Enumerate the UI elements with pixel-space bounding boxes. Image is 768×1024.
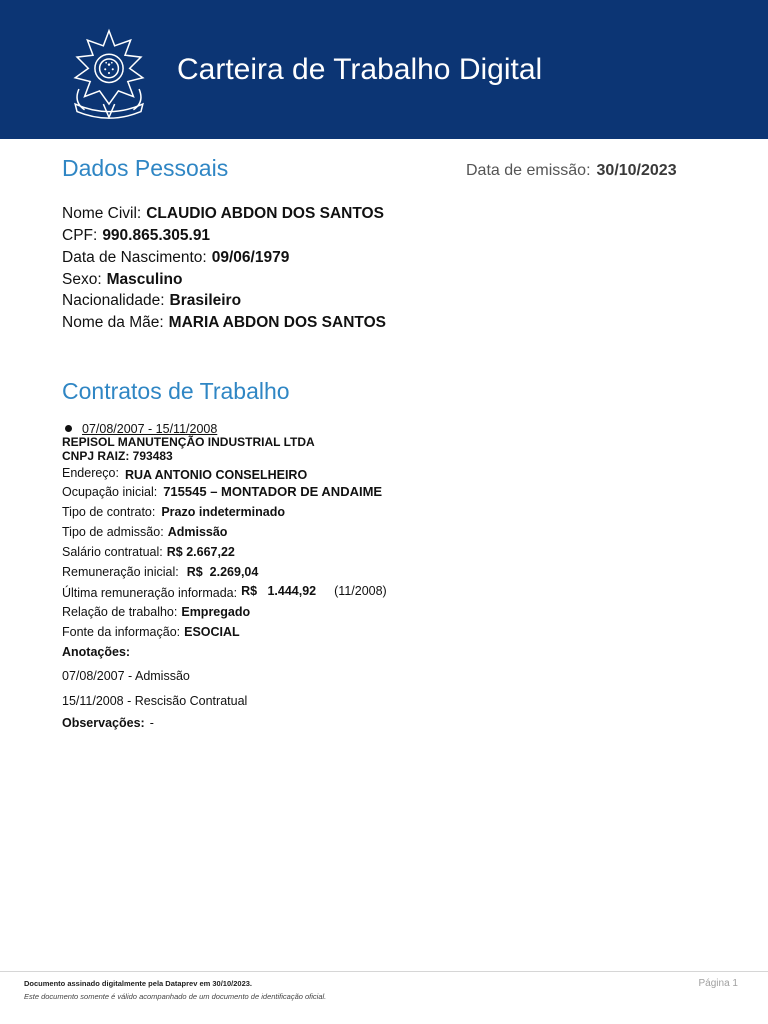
field-label: Última remuneração informada: [62, 586, 238, 600]
emission-label: Data de emissão: [466, 162, 591, 179]
field-label: Nacionalidade: [62, 292, 165, 309]
field-value: MARIA ABDON DOS SANTOS [168, 314, 386, 331]
header-banner [0, 0, 768, 139]
field-value: Empregado [181, 605, 251, 619]
page-title: Carteira de Trabalho Digital [177, 53, 543, 86]
field-label: Observações: [62, 716, 145, 730]
field-sex [62, 269, 182, 291]
field-value: ESOCIAL [184, 625, 240, 639]
field-mother-name [62, 312, 386, 334]
field-label: Nome da Mãe: [62, 314, 164, 331]
contract-period: 07/08/2007 - 15/11/2008 [82, 422, 218, 436]
field-value: CLAUDIO ABDON DOS SANTOS [146, 205, 384, 222]
field-label: Relação de trabalho: [62, 605, 178, 619]
contracts-heading: Contratos de Trabalho [62, 378, 290, 404]
field-cpf [62, 225, 210, 247]
field-value: Masculino [106, 271, 183, 288]
field-label: Salário contratual: [62, 545, 163, 559]
contract-address [62, 464, 307, 482]
info-source [62, 623, 240, 641]
footer-divider [0, 971, 768, 972]
field-birth-date [62, 247, 289, 269]
field-label: Nome Civil: [62, 205, 142, 222]
last-pay [62, 584, 387, 602]
emission-value: 30/10/2023 [596, 162, 677, 179]
field-value: R$ 2.667,22 [166, 545, 235, 559]
contract-salary [62, 543, 235, 561]
company-cnpj: CNPJ RAIZ: 793483 [62, 449, 173, 463]
field-value: 990.865.305.91 [102, 227, 211, 244]
field-value: R$ 2.269,04 [186, 565, 259, 579]
bullet-icon [65, 425, 72, 432]
field-nationality [62, 290, 241, 312]
field-value: Prazo indeterminado [161, 505, 285, 519]
coat-of-arms-icon [62, 27, 156, 121]
footer-signature-note: Documento assinado digitalmente pela Dataprev em 30/10/2023. [24, 979, 253, 988]
company-name: REPISOL MANUTENÇÃO INDUSTRIAL LTDA [62, 435, 315, 449]
personal-data-heading: Dados Pessoais [62, 155, 229, 181]
observations [62, 714, 154, 732]
field-value: RUA ANTONIO CONSELHEIRO [124, 468, 308, 482]
footer-validity-note: Este documento somente é válido acompanhado de um documento de identificação oficial. [24, 992, 327, 1001]
contract-occupation [62, 483, 382, 501]
field-civil-name [62, 203, 384, 225]
field-label: Data de Nascimento: [62, 249, 207, 266]
initial-pay [62, 563, 258, 581]
field-label: Fonte da informação: [62, 625, 181, 639]
field-value: 715545 – MONTADOR DE ANDAIME [163, 484, 383, 499]
field-value: R$ 1.444,92 [241, 584, 317, 598]
field-label: CPF: [62, 227, 98, 244]
field-label: Tipo de contrato: [62, 505, 156, 519]
page-number: Página 1 [698, 978, 738, 989]
annotation-item: 15/11/2008 - Rescisão Contratual [62, 694, 248, 708]
work-relation [62, 603, 250, 621]
emission-date [466, 162, 677, 180]
field-value: - [149, 716, 154, 730]
field-label: Remuneração inicial: [62, 565, 179, 579]
last-pay-period: (11/2008) [334, 584, 387, 598]
admission-type [62, 523, 227, 541]
field-value: 09/06/1979 [211, 249, 290, 266]
field-label: Sexo: [62, 271, 102, 288]
annotations-label: Anotações: [62, 645, 131, 659]
field-label: Ocupação inicial: [62, 485, 158, 499]
contract-type [62, 503, 285, 521]
field-label: Endereço: [62, 466, 119, 480]
field-value: Admissão [167, 525, 228, 539]
annotation-item: 07/08/2007 - Admissão [62, 669, 190, 683]
field-value: Brasileiro [169, 292, 242, 309]
field-label: Tipo de admissão: [62, 525, 164, 539]
